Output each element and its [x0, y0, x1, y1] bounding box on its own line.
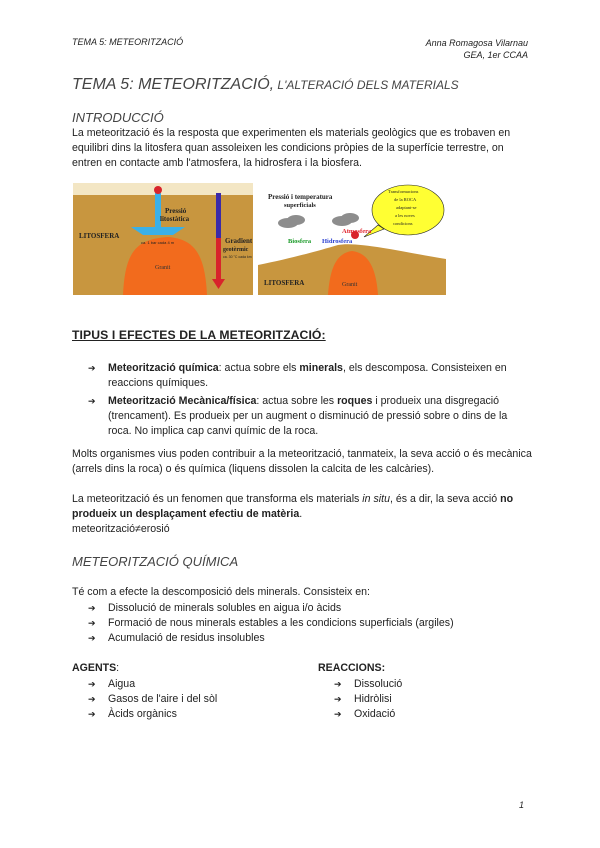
- list-item: ➔ Oxidació: [334, 707, 402, 722]
- fig2-label-litosfera: LITOSFERA: [264, 279, 305, 287]
- quimica-intro: Té com a efecte la descomposició dels minerals. Consisteix en:: [72, 586, 370, 598]
- figure-surface-conditions: [258, 183, 446, 295]
- agents-heading-text: AGENTS: [72, 662, 117, 674]
- agents-heading-colon: :: [116, 662, 120, 674]
- reaccions-list: [334, 677, 402, 722]
- fig1-label-gradient: Gradient: [225, 237, 253, 245]
- fig2-bubble-line2: de la ROCA: [394, 197, 417, 202]
- header-right: [426, 37, 528, 61]
- fig2-bubble-line5: condicions: [393, 221, 413, 226]
- insitu-text: .: [299, 508, 303, 520]
- item-text: : actua sobre els: [218, 362, 300, 374]
- fig2-label-atmosfera: Atmosfera: [342, 228, 372, 235]
- fig1-pressure-marker: [154, 186, 162, 194]
- intro-heading: INTRODUCCIÓ: [72, 110, 164, 125]
- insitu-text: , és a dir, la seva acció: [389, 493, 501, 505]
- header-course: GEA, 1er CCAA: [463, 50, 528, 60]
- insitu-erosio: meteorització≠erosió: [72, 523, 170, 535]
- fig1-gradient-arrow: [216, 193, 221, 238]
- fig2-cloud-right-2: [341, 213, 359, 223]
- page-title: [72, 76, 542, 94]
- tipus-heading: TIPUS I EFECTES DE LA METEORITZACIÓ:: [72, 328, 326, 342]
- list-item: [88, 361, 533, 391]
- header-author: Anna Romagosa Vilarnau: [425, 38, 528, 48]
- list-item: ➔ Dissolució: [334, 677, 402, 692]
- insitu-italic: in situ: [362, 493, 390, 505]
- fig2-bubble-line1: Transformacions: [388, 189, 419, 194]
- reaccions-heading: REACCIONS:: [318, 662, 386, 674]
- fig2-label-superficials: superficials: [284, 202, 316, 209]
- fig2-bubble-line3: adaptant-se: [396, 205, 417, 210]
- agents-list: [88, 677, 217, 722]
- insitu-bold: no produeix un desplaçament efectiu de matèria: [72, 493, 514, 520]
- fig1-label-pressio: Pressió: [165, 207, 187, 215]
- item-bold: roques: [337, 395, 373, 407]
- item-text: i produeix una disgregació (trencament). Es produeix per un augment o disminució de pressió sobre o dins de la roca. No implica cap canvi químic de la roca.: [108, 395, 508, 437]
- header-left: TEMA 5: METEORITZACIÓ: [72, 37, 184, 47]
- insitu-text: La meteorització és un fenomen que transforma els materials: [72, 493, 363, 505]
- list-item: ➔ Gasos de l'aire i del sòl: [88, 692, 217, 707]
- agents-heading: [72, 662, 119, 674]
- list-item: ➔ Hidròlisi: [334, 692, 402, 707]
- organismes-paragraph: Molts organismes vius poden contribuir a la meteorització, tanmateix, la seva acció o és mecànica (arrels dins la roca) o és química (liquens dissolen la calcita de les calcàries).: [72, 448, 532, 475]
- insitu-paragraph: [72, 492, 534, 537]
- fig1-label-small: ca. 1 bar cada 4 m: [141, 240, 175, 245]
- fig2-label-hidrosfera: Hidrosfera: [322, 238, 353, 245]
- fig1-sky: [73, 183, 253, 195]
- page-number: 1: [518, 800, 524, 810]
- list-item: ➔ Acumulació de residus insolubles: [88, 631, 454, 646]
- list-item: ➔ Aigua: [88, 677, 217, 692]
- list-item: ➔ Dissolució de minerals solubles en aigua i/o àcids: [88, 601, 454, 616]
- title-sub: L'ALTERACIÓ DELS MATERIALS: [274, 78, 459, 92]
- item-text: , els descomposa. Consisteixen en reaccions químiques.: [108, 362, 507, 389]
- fig1-heat-arrow: [216, 238, 221, 280]
- fig2-cloud-left-2: [287, 215, 305, 225]
- fig1-label-litostatica: litostàtica: [160, 215, 190, 223]
- list-item: [88, 394, 533, 439]
- fig1-label-litosfera: LITOSFERA: [79, 232, 120, 240]
- fig1-label-granit: Granit: [155, 265, 171, 271]
- list-item: ➔ Àcids orgànics: [88, 707, 217, 722]
- fig1-label-gradient-small: ca. 30 °C cada km: [223, 255, 252, 259]
- tipus-list: [88, 361, 533, 442]
- fig2-bubble-line4: a les noves: [395, 213, 415, 218]
- item-bold: Meteorització Mecànica/física: [108, 395, 257, 407]
- item-text: : actua sobre les: [256, 395, 338, 407]
- figure-pressure-gradient: [73, 183, 253, 295]
- item-bold: Meteorització química: [108, 362, 219, 374]
- fig2-label-granit: Granit: [342, 282, 358, 288]
- fig1-label-geotermic: geotèrmic: [223, 247, 249, 253]
- fig2-label-pressio: Pressió i temperatura: [268, 193, 333, 201]
- quimica-list: [88, 601, 454, 646]
- fig2-label-biosfera: Biosfera: [288, 238, 312, 245]
- quimica-heading: METEORITZACIÓ QUÍMICA: [72, 554, 239, 569]
- item-bold: minerals: [299, 362, 343, 374]
- intro-paragraph: La meteorització és la resposta que experimenten els materials geològics que es trobaven en equilibri dins la litosfera quan assoleixen les condicions pròpies de la superfície terrestre, on entren en contacte amb l'atmosfera, la hidrosfera i la biosfera.: [72, 127, 511, 169]
- title-main: TEMA 5: METEORITZACIÓ,: [72, 76, 275, 93]
- list-item: ➔ Formació de nous minerals estables a les condicions superficials (argiles): [88, 616, 454, 631]
